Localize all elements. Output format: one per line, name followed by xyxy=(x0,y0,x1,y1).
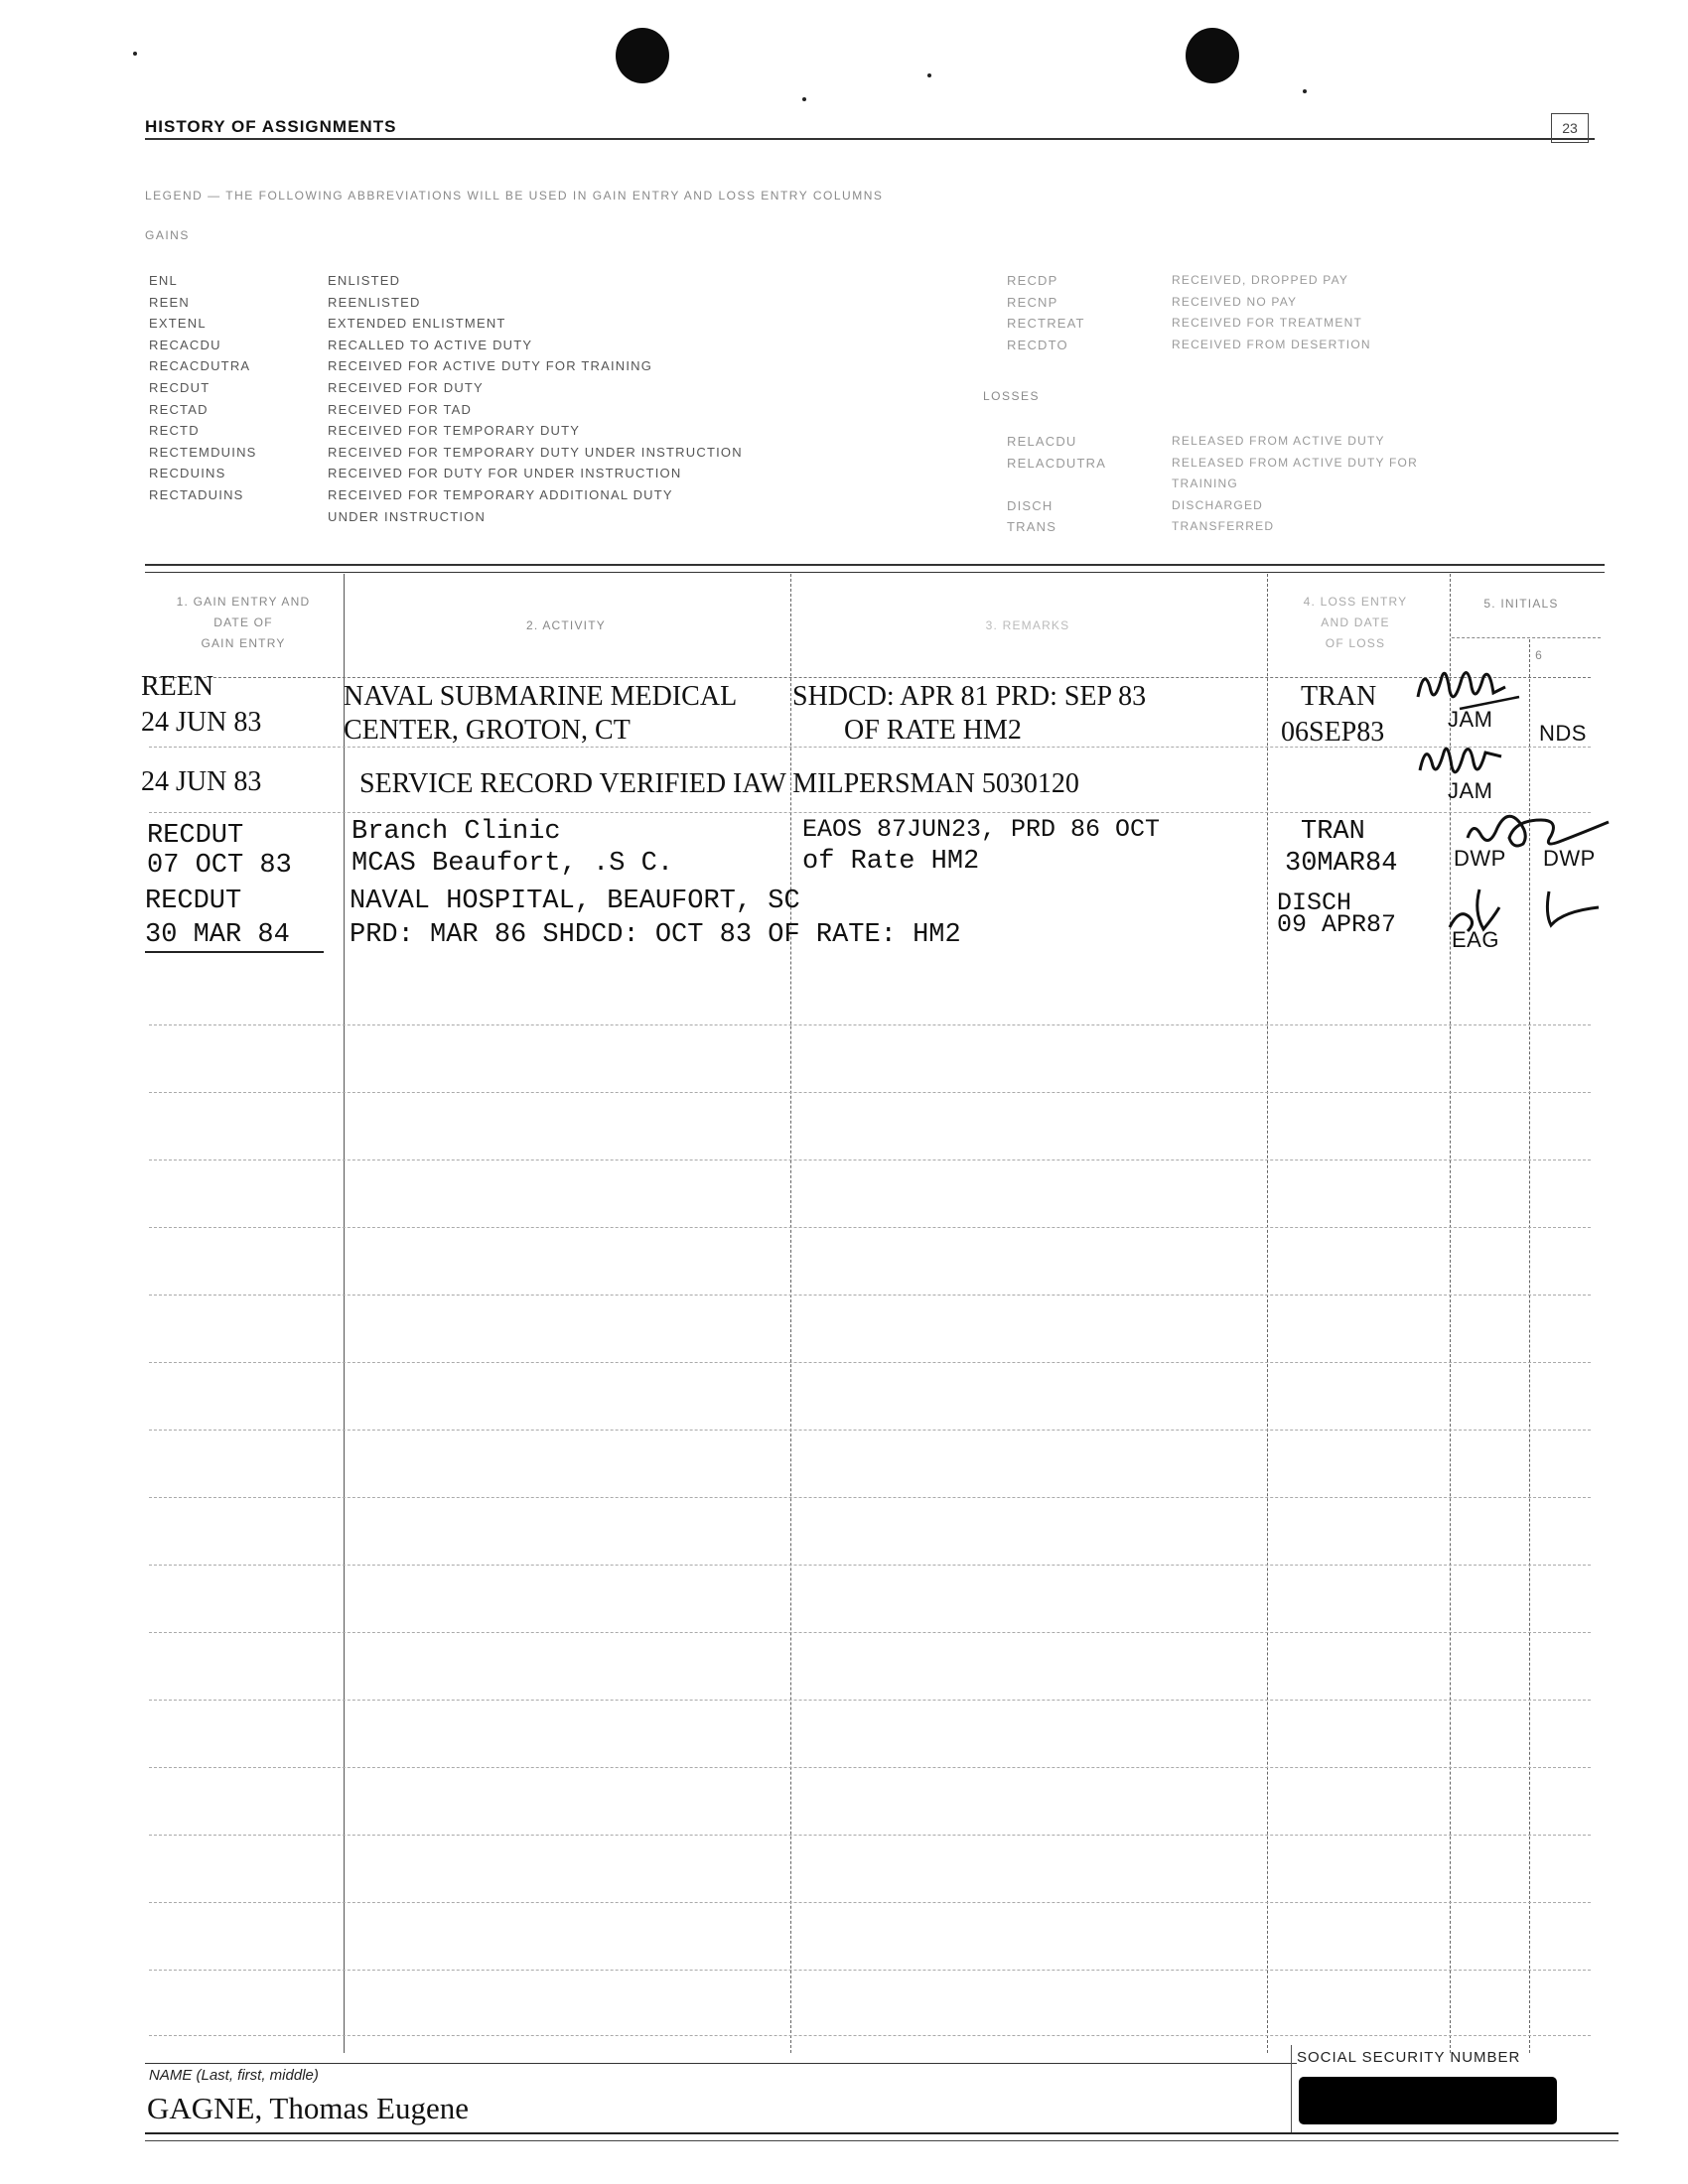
gain-desc: RECEIVED FROM DESERTION xyxy=(1172,337,1371,351)
losses-abbr-list xyxy=(1007,431,1146,538)
loss-desc: DISCHARGED xyxy=(1172,497,1264,512)
gain-abbr: RECTEMDUINS xyxy=(149,444,257,460)
gains-desc-list xyxy=(328,270,943,527)
gain-abbr: RECDUT xyxy=(149,379,211,395)
gains-heading: GAINS xyxy=(145,228,190,242)
gain-desc: RECEIVED FOR ACTIVE DUTY FOR TRAINING xyxy=(328,358,653,374)
row-rule xyxy=(149,1970,1591,1971)
entry1-remarks-line1: SHDCD: APR 81 PRD: SEP 83 xyxy=(792,681,1147,712)
entry1-loss: TRAN xyxy=(1301,681,1377,712)
entry4-line2: PRD: MAR 86 SHDCD: OCT 83 OF RATE: HM2 xyxy=(350,920,961,950)
gain-desc: RECEIVED FOR TEMPORARY DUTY UNDER INSTRUCTION xyxy=(328,444,743,460)
page-title: HISTORY OF ASSIGNMENTS xyxy=(145,117,397,136)
table-top-rule xyxy=(145,564,1605,566)
col1-header-line: DATE OF xyxy=(213,615,273,629)
legend-text: LEGEND — THE FOLLOWING ABBREVIATIONS WILL BE USED IN GAIN ENTRY AND LOSS ENTRY COLUMNS xyxy=(145,189,884,203)
col1-header-line: GAIN ENTRY xyxy=(201,636,286,650)
entry4-loss: DISCH xyxy=(1277,888,1352,917)
col4-header-line: AND DATE xyxy=(1321,615,1390,629)
col-divider-1 xyxy=(344,574,345,2053)
entry4-loss-date: 09 APR87 xyxy=(1277,910,1397,939)
page-number-box xyxy=(1551,113,1589,143)
entry1-initials-a: JAM xyxy=(1448,707,1493,732)
footer-top-rule xyxy=(145,2063,1297,2064)
entry1-remarks-line2: OF RATE HM2 xyxy=(844,715,1022,746)
footer-bottom-rule xyxy=(145,2132,1618,2134)
entry3-gain: RECDUT xyxy=(147,821,244,851)
row-rule xyxy=(149,677,1591,678)
gain-desc: RECEIVED, DROPPED PAY xyxy=(1172,273,1349,287)
gain-abbr: ENL xyxy=(149,273,178,288)
entry3-remarks-line2: of Rate HM2 xyxy=(802,847,980,877)
gain-abbr: RECTAD xyxy=(149,401,209,417)
col4-header-line: OF LOSS xyxy=(1325,636,1386,650)
gain-desc: RECEIVED FOR DUTY xyxy=(328,379,484,395)
loss-desc: RELEASED FROM ACTIVE DUTY FOR xyxy=(1172,455,1418,470)
row-rule xyxy=(149,1902,1591,1903)
name-label: NAME (Last, first, middle) xyxy=(149,2067,319,2084)
losses-desc-list xyxy=(1172,431,1589,538)
gain-abbr: RECACDU xyxy=(149,337,221,352)
entry4-gain-date: 30 MAR 84 xyxy=(145,920,290,950)
row-rule xyxy=(149,1565,1591,1566)
gain-desc: EXTENDED ENLISTMENT xyxy=(328,316,506,332)
entry3-loss: TRAN xyxy=(1301,817,1365,847)
loss-desc: TRAINING xyxy=(1172,477,1238,491)
gain-abbr: RECTD xyxy=(149,423,200,439)
entry2-activity: SERVICE RECORD VERIFIED IAW MILPERSMAN 5030120 xyxy=(359,768,1079,799)
loss-abbr xyxy=(1007,474,1146,495)
entry1-gain-date: 24 JUN 83 xyxy=(141,707,262,738)
col3-header: 3. REMARKS xyxy=(985,618,1070,632)
scan-speck xyxy=(1303,89,1307,93)
row-rule xyxy=(149,1632,1591,1633)
row-rule xyxy=(149,1362,1591,1363)
entry3-initials-b: DWP xyxy=(1543,846,1596,871)
member-name: GAGNE, Thomas Eugene xyxy=(147,2091,470,2125)
col4-header-line: 4. LOSS ENTRY xyxy=(1303,595,1408,609)
row-rule xyxy=(149,1835,1591,1836)
entry3-loss-date: 30MAR84 xyxy=(1285,849,1398,879)
gain-abbr: RECDP xyxy=(1007,273,1058,288)
gain-desc: REENLISTED xyxy=(328,294,421,310)
row-rule xyxy=(149,1430,1591,1431)
gains-right-abbr-list xyxy=(1007,270,1146,355)
gain-abbr: EXTENL xyxy=(149,316,207,332)
entry1-activity-line2: CENTER, GROTON, CT xyxy=(344,715,631,746)
gain-desc: RECEIVED FOR TAD xyxy=(328,401,473,417)
entry1-gain: REEN xyxy=(141,671,214,702)
entry4-initials: EAG xyxy=(1452,927,1499,952)
row-rule xyxy=(149,812,1591,813)
row-rule xyxy=(149,1092,1591,1093)
entry3-remarks-line1: EAOS 87JUN23, PRD 86 OCT xyxy=(802,815,1161,844)
gain-desc: RECALLED TO ACTIVE DUTY xyxy=(328,337,533,352)
entry3-activity-line1: Branch Clinic xyxy=(352,817,561,847)
gain-abbr: RECTADUINS xyxy=(149,486,244,502)
punch-hole-left xyxy=(616,28,669,83)
loss-desc: RELEASED FROM ACTIVE DUTY xyxy=(1172,434,1385,448)
punch-hole-right xyxy=(1186,28,1239,83)
loss-abbr: DISCH xyxy=(1007,497,1054,513)
col1-header xyxy=(149,592,338,654)
entry1-initials-b: NDS xyxy=(1539,721,1587,746)
col5-header: 5. INITIALS xyxy=(1483,597,1559,611)
entry4-underline xyxy=(145,951,324,953)
gain-abbr: RECDTO xyxy=(1007,337,1068,352)
row-rule xyxy=(149,1227,1591,1228)
row-rule xyxy=(149,1295,1591,1296)
losses-heading: LOSSES xyxy=(983,389,1041,403)
loss-abbr: TRANS xyxy=(1007,519,1057,535)
scan-speck xyxy=(133,52,137,56)
gain-desc: RECEIVED FOR TREATMENT xyxy=(1172,316,1362,331)
loss-abbr: RELACDUTRA xyxy=(1007,455,1107,471)
gain-desc: RECEIVED FOR TEMPORARY ADDITIONAL DUTY xyxy=(328,486,673,502)
gain-desc: RECEIVED FOR TEMPORARY DUTY xyxy=(328,423,581,439)
footer-divider xyxy=(1291,2045,1292,2132)
row-rule xyxy=(149,1024,1591,1025)
gain-desc: ENLISTED xyxy=(328,273,401,288)
row-rule xyxy=(149,1497,1591,1498)
entry3-initials-a: DWP xyxy=(1454,846,1506,871)
gain-abbr: RECNP xyxy=(1007,294,1058,310)
entry1-activity-line1: NAVAL SUBMARINE MEDICAL xyxy=(344,681,738,712)
entry3-activity-line2: MCAS Beaufort, .S C. xyxy=(352,849,674,879)
gains-abbr-list xyxy=(149,270,308,527)
entry4-gain: RECDUT xyxy=(145,887,242,916)
entry2-initials: JAM xyxy=(1448,778,1493,803)
gain-abbr: RECDUINS xyxy=(149,466,226,481)
row-rule xyxy=(149,1700,1591,1701)
col-divider-3 xyxy=(1267,574,1268,2053)
gain-abbr: REEN xyxy=(149,294,190,310)
row-rule xyxy=(149,2035,1591,2036)
entry2-date: 24 JUN 83 xyxy=(141,766,262,797)
gain-desc: RECEIVED NO PAY xyxy=(1172,294,1298,309)
row-rule xyxy=(149,1767,1591,1768)
ssn-label: SOCIAL SECURITY NUMBER xyxy=(1297,2049,1521,2066)
gain-desc: UNDER INSTRUCTION xyxy=(328,508,487,524)
gain-abbr: RECACDUTRA xyxy=(149,358,251,374)
col1-header-line: 1. GAIN ENTRY AND xyxy=(176,595,311,609)
col6-header: 6 xyxy=(1535,648,1543,662)
loss-abbr: RELACDU xyxy=(1007,434,1077,449)
gains-right-desc-list xyxy=(1172,270,1589,355)
footer-bottom-rule-2 xyxy=(145,2140,1618,2141)
entry3-gain-date: 07 OCT 83 xyxy=(147,851,292,881)
title-rule xyxy=(145,138,1595,140)
loss-desc: TRANSFERRED xyxy=(1172,519,1275,534)
gain-abbr xyxy=(149,506,308,528)
entry4-activity: NAVAL HOSPITAL, BEAUFORT, SC xyxy=(350,887,800,916)
ssn-redaction xyxy=(1299,2077,1557,2124)
table-top-rule-2 xyxy=(145,572,1605,573)
col4-header xyxy=(1271,592,1440,654)
gain-abbr: RECTREAT xyxy=(1007,316,1085,332)
scan-speck xyxy=(802,97,806,101)
entry1-loss-date: 06SEP83 xyxy=(1281,717,1385,748)
gain-desc: RECEIVED FOR DUTY FOR UNDER INSTRUCTION xyxy=(328,466,682,481)
col2-header: 2. ACTIVITY xyxy=(526,618,606,632)
page-number: 23 xyxy=(1562,120,1578,136)
initials-sub-rule xyxy=(1452,637,1601,638)
scan-speck xyxy=(927,73,931,77)
